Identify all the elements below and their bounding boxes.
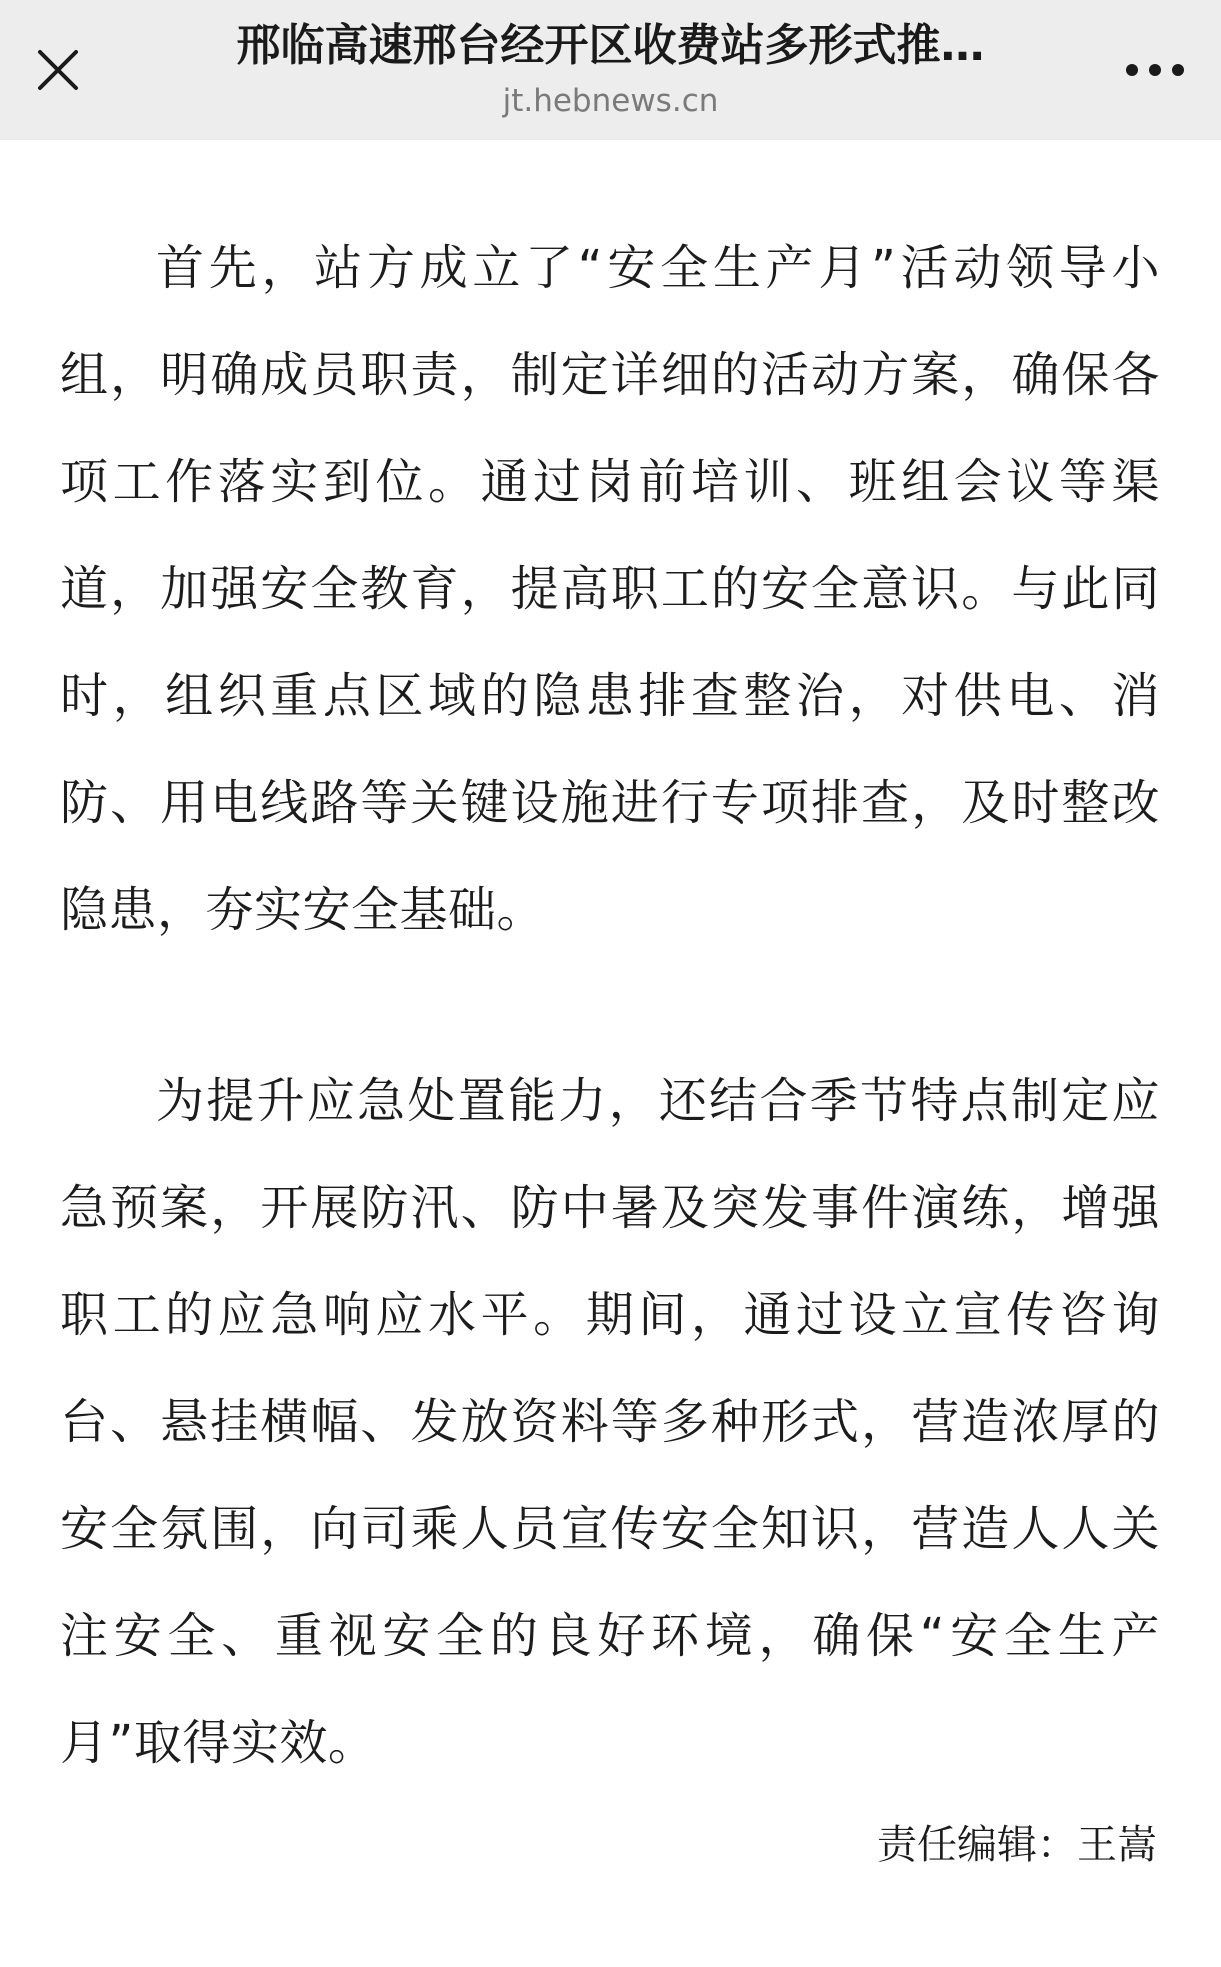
title-block [150, 14, 1071, 122]
more-options-button[interactable] [1111, 28, 1199, 112]
page-title: 邢临高速邢台经开区收费站多形式推… [236, 20, 985, 71]
article-paragraph-1: 首先，站方成立了“安全生产月”活动领导小组，明确成员职责，制定详细的活动方案，确保各项工作落实到位。通过岗前培训、班组会议等渠道，加强安全教育，提高职工的安全意识。与此同时，组织重点区域的隐患排查整治，对供电、消防、用电线路等关键设施进行专项排查，及时整改隐患，夯实安全基础。 [60, 240, 1160, 938]
page-url: jt.hebnews.cn [502, 83, 719, 119]
top-navigation-bar [0, 0, 1221, 140]
article-body [60, 215, 1160, 1797]
close-button[interactable] [22, 28, 94, 112]
article-paragraph-2: 为提升应急处置能力，还结合季节特点制定应急预案，开展防汛、防中暑及突发事件演练，增强职工的应急响应水平。期间，通过设立宣传咨询台、悬挂横幅、发放资料等多种形式，营造浓厚的安全氛围，向司乘人员宣传安全知识，营造人人关注安全、重视安全的良好环境，确保“安全生产月”取得实效。 [60, 1073, 1160, 1771]
editor-credit: 责任编辑：王嵩 [877, 1822, 1157, 1868]
close-icon [36, 48, 80, 92]
more-dots-icon [1125, 63, 1185, 77]
